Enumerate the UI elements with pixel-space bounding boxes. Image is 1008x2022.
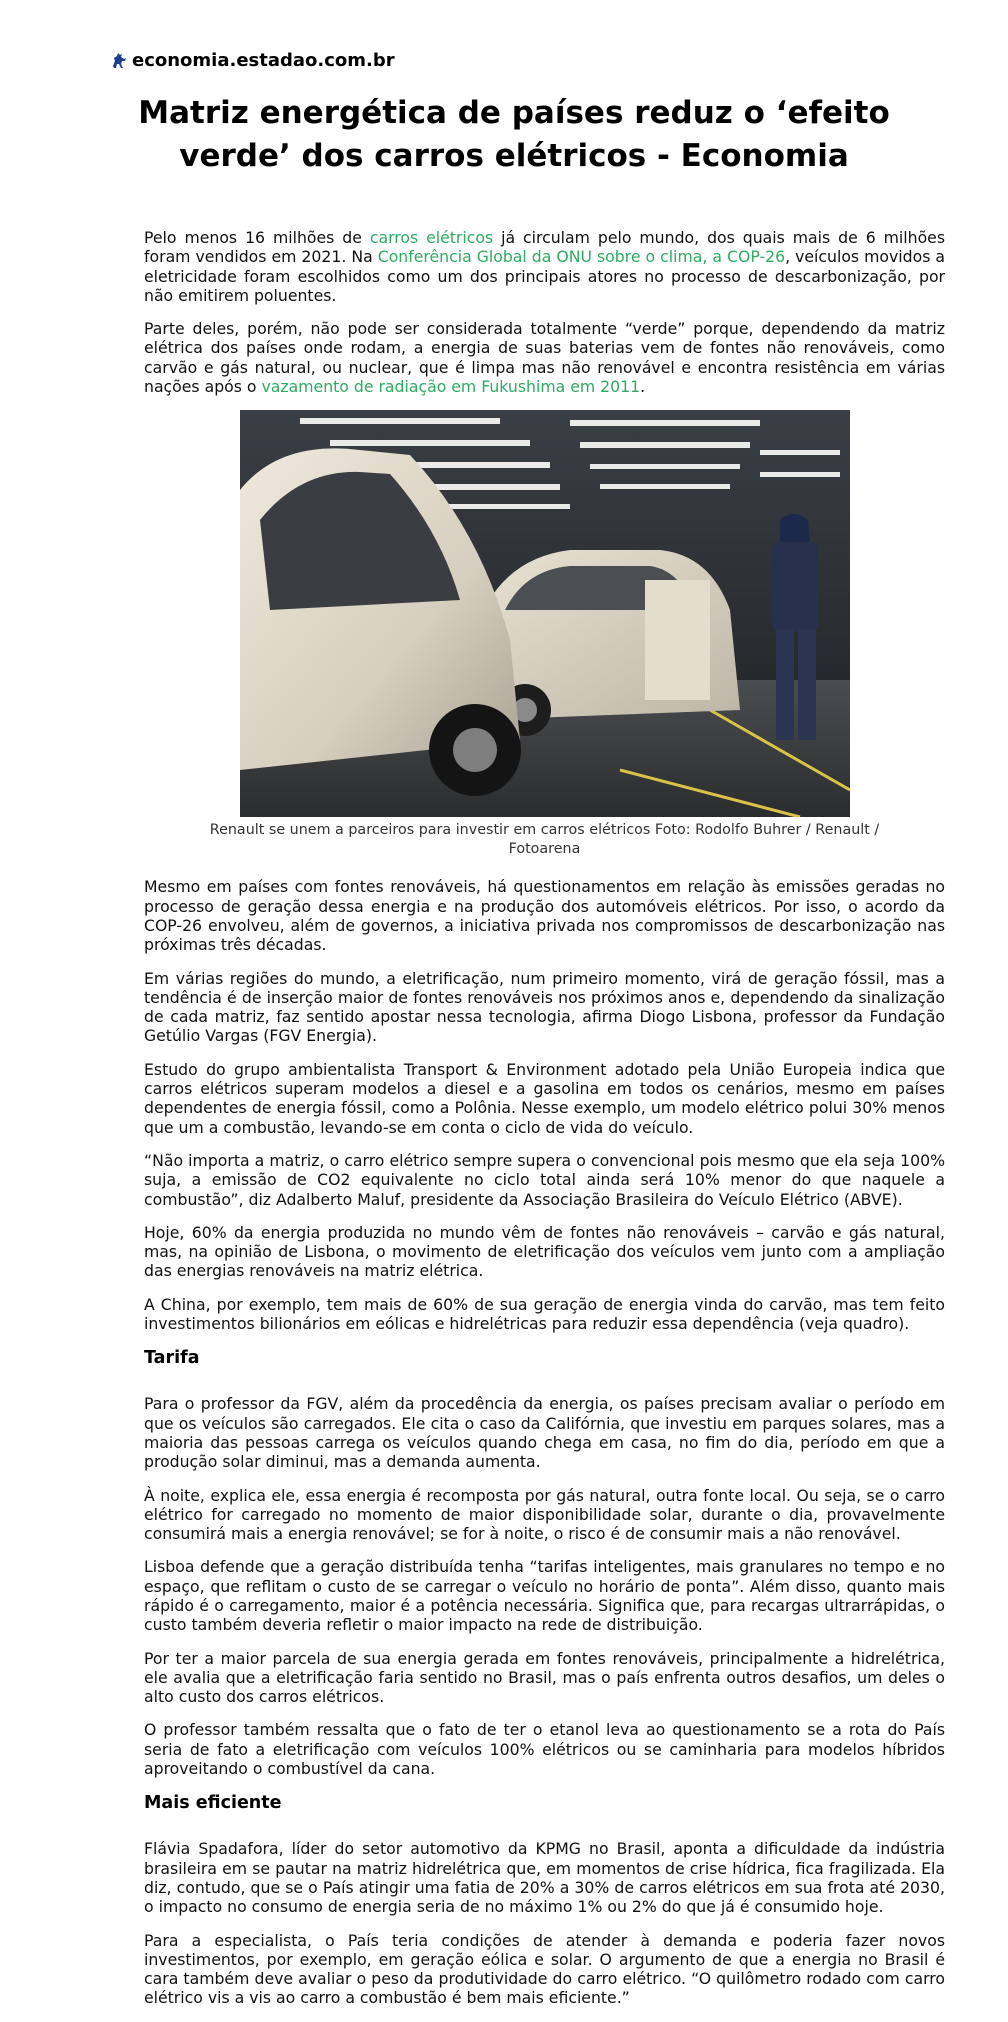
paragraph: Lisboa defende que a geração distribuída tenha “tarifas inteligentes, mais granulares no tempo e no espaço, que reflitam o custo de se carregar o veículo no horário de ponta”. Além disso, quanto mais rápido é o carregamento, maior é a potência necessária. Significa que, para recargas ultrarrápidas, o custo também deveria refletir o maior impacto na rede de distribuição. — [144, 1557, 945, 1635]
paragraph: Hoje, 60% da energia produzida no mundo vêm de fontes não renováveis – carvão e gás natural, mas, na opinião de Lisbona, o movimento de eletrificação dos veículos vem junto com a ampliação das energias renováveis na matriz elétrica. — [144, 1222, 945, 1281]
article-title: Matriz energética de países reduz o ‘efeito verde’ dos carros elétricos - Economia — [138, 95, 890, 174]
paragraph: Flávia Spadafora, líder do setor automotivo da KPMG no Brasil, aponta a dificuldade da indústria brasileira em se pautar na matriz hidrelétrica que, em momentos de crise hídrica, fica fragilizada. Ela diz, contudo, que se o País atingir uma fatia de 20% a 30% de carros elétricos em sua frota até 2030, o impacto no consumo de energia seria de no máximo 1% ou 2% do que já é consumido hoje. — [144, 1839, 945, 1917]
photo-car-factory — [240, 410, 850, 817]
figure-caption: Renault se unem a parceiros para investir em carros elétricos Foto: Rodolfo Buhrer / Renault / Fotoarena — [209, 822, 880, 858]
paragraph: Para o professor da FGV, além da procedência da energia, os países precisam avaliar o período em que os veículos são carregados. Ele cita o caso da Califórnia, que investiu em parques solares, mas a maioria das pessoas carrega os veículos quando chega em casa, no fim do dia, período em que a produção solar diminui, mas a demanda aumenta. — [144, 1394, 945, 1472]
paragraph: “Não importa a matriz, o carro elétrico sempre supera o convencional pois mesmo que ela seja 100% suja, a emissão de CO2 equivalente no ciclo total ainda será 10% menor do que naquele a combustão”, diz Adalberto Maluf, presidente da Associação Brasileira do Veículo Elétrico (ABVE). — [144, 1150, 945, 1209]
paragraph: Estudo do grupo ambientalista Transport & Environment adotado pela União Europeia indica que carros elétricos superam modelos a diesel e a gasolina em todos os cenários, mesmo em países dependentes de energia fóssil, como a Polônia. Nesse exemplo, um modelo elétrico polui 30% menos que um a combustão, levando-se em conta o ciclo de vida do veículo. — [144, 1059, 945, 1137]
article-figure — [144, 410, 945, 859]
paragraph: A China, por exemplo, tem mais de 60% de sua geração de energia vinda do carvão, mas tem feito investimentos bilionários em eólicas e hidrelétricas para reduzir essa dependência (veja quadro). — [144, 1294, 945, 1334]
article-body — [144, 228, 945, 2022]
paragraph — [144, 319, 945, 396]
paragraph: Em várias regiões do mundo, a eletrificação, num primeiro momento, virá de geração fóssil, mas a tendência é de inserção maior de fontes renováveis nos próximos anos e, dependendo da sinalização de cada matriz, faz sentido apostar nessa tecnologia, afirma Diogo Lisbona, professor da Fundação Getúlio Vargas (FGV Energia). — [144, 968, 945, 1046]
text: já circulam pelo mundo, dos quais mais de 6 milhões foram vendidos em 2021. Na — [144, 228, 945, 267]
paragraph: Mesmo em países com fontes renováveis, há questionamentos em relação às emissões geradas no processo de geração dessa energia e na produção dos automóveis elétricos. Por isso, o acordo da COP-26 envolveu, além de governos, a iniciativa privada nos compromissos de descarbonização nas próximas três décadas. — [144, 877, 945, 955]
text: Parte deles, porém, não pode ser considerada totalmente “verde” porque, dependendo da matriz elétrica dos países onde rodam, a energia de suas baterias vem de fontes não renováveis, como carvão e gás natural, ou nuclear, que é limpa mas não renovável e encontra resistência em várias nações após o — [144, 319, 945, 397]
link-carros-eletricos[interactable]: carros elétricos — [369, 228, 494, 247]
text: , veículos movidos a eletricidade foram escolhidos como um dos principais atores no processo de descarbonização, por não emitirem poluentes. — [144, 247, 946, 305]
text: . — [640, 377, 646, 397]
paragraph: Para a especialista, o País teria condições de atender à demanda e poderia fazer novos investimentos, por exemplo, em geração eólica e solar. O argumento de que a energia no Brasil é cara também deve avaliar o peso da produtividade do carro elétrico. “O quilômetro rodado com carro elétrico vis a vis ao carro a combustão é bem mais eficiente.” — [144, 1930, 945, 2008]
section-heading-mais-eficiente: Mais eficiente — [144, 1793, 282, 1814]
site-header[interactable] — [110, 50, 395, 71]
text: Pelo menos 16 milhões de — [144, 228, 370, 247]
section-heading-tarifa: Tarifa — [144, 1348, 200, 1369]
horse-rider-icon — [110, 52, 128, 70]
paragraph: À noite, explica ele, essa energia é recomposta por gás natural, outra fonte local. Ou seja, se o carro elétrico for carregado no momento de maior disponibilidade solar, durante o dia, provavelmente consumirá mais a energia renovável; se for à noite, o risco é de consumir mais a não renovável. — [144, 1485, 945, 1544]
paragraph: O professor também ressalta que o fato de ter o etanol leva ao questionamento se a rota do País seria de fato a eletrificação com veículos 100% elétricos ou se caminharia para modelos híbridos aproveitando o combustível da cana. — [144, 1720, 945, 1779]
site-name[interactable]: economia.estadao.com.br — [132, 50, 395, 71]
paragraph — [144, 228, 945, 305]
paragraph: Por ter a maior parcela de sua energia gerada em fontes renováveis, principalmente a hidrelétrica, ele avalia que a eletrificação faria sentido no Brasil, mas o país enfrenta outros desafios, um deles o alto custo dos carros elétricos. — [144, 1648, 945, 1707]
link-fukushima[interactable]: vazamento de radiação em Fukushima em 2011 — [261, 377, 641, 397]
link-conferencia-onu[interactable]: Conferência Global da ONU sobre o clima, a COP-26 — [377, 247, 786, 267]
